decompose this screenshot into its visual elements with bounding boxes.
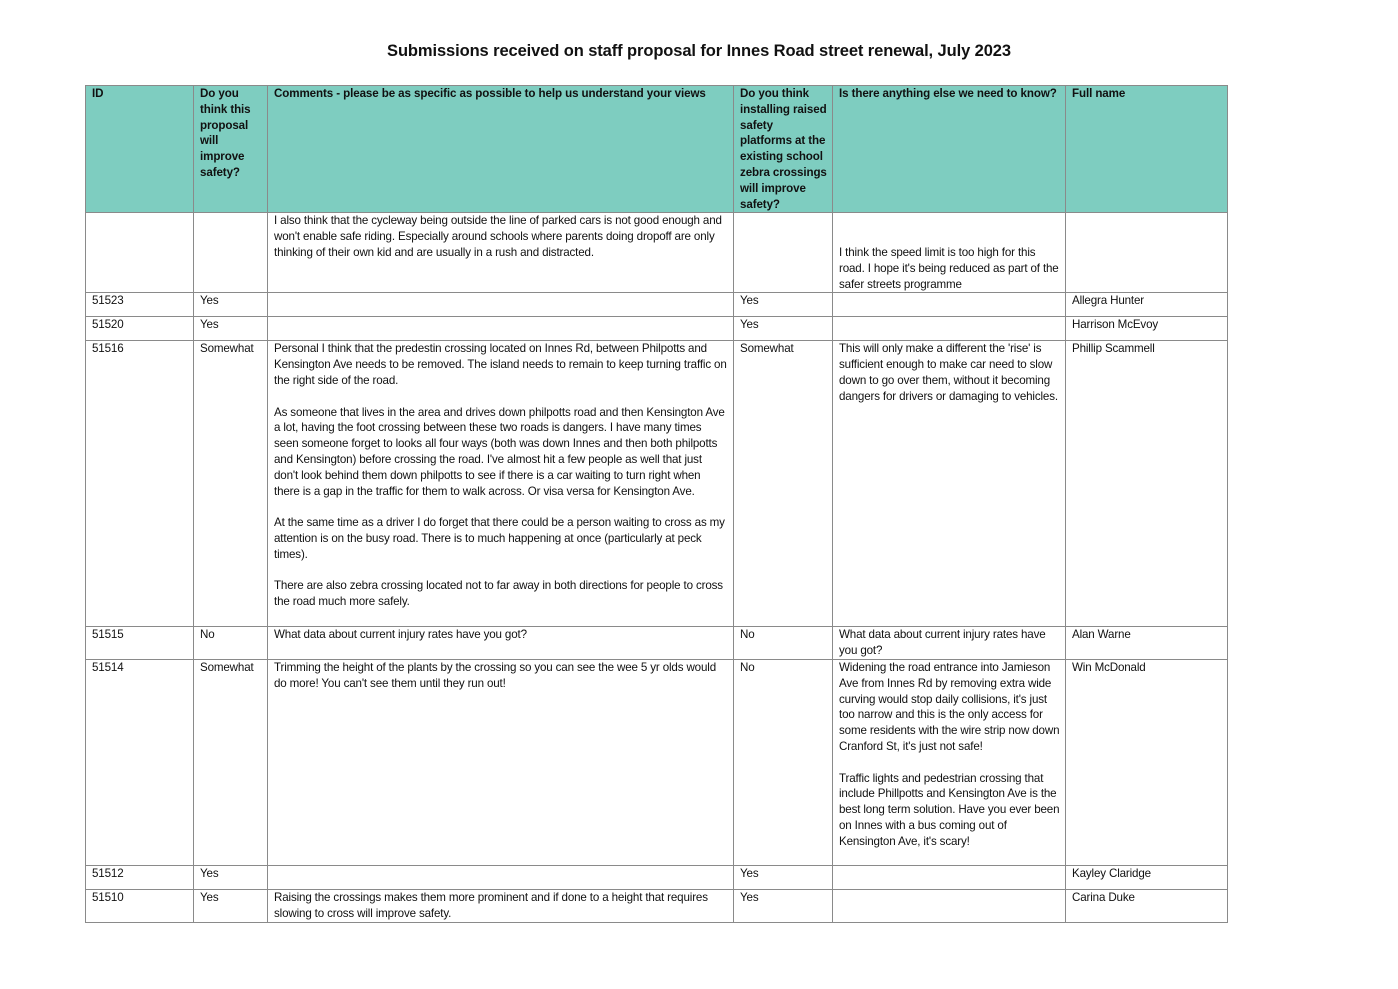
cell-raised-platforms: Yes [734,317,833,341]
cell-comments: What data about current injury rates have you got? [268,627,734,660]
submissions-table [85,85,1228,923]
cell-improve-safety: Somewhat [194,659,268,865]
cell-raised-platforms: Yes [734,293,833,317]
cell-anything-else [833,865,1066,889]
table-row [86,889,1228,922]
cell-id: 51520 [86,317,194,341]
cell-id: 51514 [86,659,194,865]
cell-raised-platforms: No [734,659,833,865]
cell-id: 51515 [86,627,194,660]
cell-improve-safety: Yes [194,317,268,341]
table-row [86,293,1228,317]
cell-raised-platforms: Yes [734,865,833,889]
cell-improve-safety: Yes [194,293,268,317]
cell-comments [268,317,734,341]
cell-id: 51516 [86,341,194,627]
cell-improve-safety: Yes [194,865,268,889]
cell-full-name: Win McDonald [1066,659,1228,865]
cell-full-name: Carina Duke [1066,889,1228,922]
header-improve-safety: Do you think this proposal will improve safety? [194,86,268,213]
cell-comments: Personal I think that the predestin crossing located on Innes Rd, between Philpotts and Kensington Ave needs to be removed. The island needs to remain to keep turning traffic on the right side of the road. As someone that lives in the area and drives down philpotts road and then Kensington Ave a lot, having the foot crossing between these two roads is dangers. I have many times seen someone forget to looks all four ways (both was down Innes and then both philpotts and Kensington) before crossing the road. I've almost hit a few people as well that just don't look behind them down philpotts to see if there is a car waiting to turn right when there is a gap in the traffic for them to walk across. Or visa versa for Kensington Ave. At the same time as a driver I do forget that there could be a person waiting to cross as my attention is on the busy road. There is to much happening at once (particularly at peck times). There are also zebra crossing located not to far away in both directions for people to cross the road much more safely. [268,341,734,627]
header-row [86,86,1228,213]
cell-anything-else: Widening the road entrance into Jamieson Ave from Innes Rd by removing extra wide curving would stop daily collisions, it's just too narrow and this is the only access for some residents with the wire strip now down Cranford St, it's just not safe! Traffic lights and pedestrian crossing that include Phillpotts and Kensington Ave is the best long term solution. Have you ever been on Innes with a bus coming out of Kensington Ave, it's scary! [833,659,1066,865]
cell-full-name: Phillip Scammell [1066,341,1228,627]
cell-anything-else: What data about current injury rates have you got? [833,627,1066,660]
cell-raised-platforms: Somewhat [734,341,833,627]
cell-comments [268,293,734,317]
cell-raised-platforms: No [734,627,833,660]
cell-id: 51510 [86,889,194,922]
cell-id: 51512 [86,865,194,889]
cell-comments [268,865,734,889]
cell-improve-safety: Somewhat [194,341,268,627]
cell-anything-else: This will only make a different the 'rise' is sufficient enough to make car need to slow down to go over them, without it becoming dangers for drivers or damaging to vehicles. [833,341,1066,627]
table-row [86,317,1228,341]
table-row [86,659,1228,865]
table-row [86,865,1228,889]
cell-full-name: Alan Warne [1066,627,1228,660]
table-row [86,213,1228,293]
document-title: Submissions received on staff proposal for Innes Road street renewal, July 2023 [387,42,1011,60]
header-id: ID [86,86,194,213]
header-anything-else: Is there anything else we need to know? [833,86,1066,213]
cell-anything-else [833,293,1066,317]
cell-improve-safety: Yes [194,889,268,922]
table-body [86,213,1228,922]
cell-anything-else: I think the speed limit is too high for this road. I hope it's being reduced as part of the safer streets programme [833,213,1066,293]
cell-raised-platforms: Yes [734,889,833,922]
cell-improve-safety [194,213,268,293]
header-full-name: Full name [1066,86,1228,213]
header-comments: Comments - please be as specific as possible to help us understand your views [268,86,734,213]
cell-full-name: Harrison McEvoy [1066,317,1228,341]
cell-improve-safety: No [194,627,268,660]
cell-comments: Trimming the height of the plants by the crossing so you can see the wee 5 yr olds would do more! You can't see them until they run out! [268,659,734,865]
table-header [86,86,1228,213]
table-row [86,627,1228,660]
cell-id [86,213,194,293]
cell-full-name: Kayley Claridge [1066,865,1228,889]
cell-id: 51523 [86,293,194,317]
header-raised-platforms: Do you think installing raised safety platforms at the existing school zebra crossings will improve safety? [734,86,833,213]
cell-full-name: Allegra Hunter [1066,293,1228,317]
cell-anything-else [833,889,1066,922]
cell-full-name [1066,213,1228,293]
cell-comments: Raising the crossings makes them more prominent and if done to a height that requires slowing to cross will improve safety. [268,889,734,922]
cell-anything-else [833,317,1066,341]
cell-comments: I also think that the cycleway being outside the line of parked cars is not good enough and won't enable safe riding. Especially around schools where parents doing dropoff are only thinking of their own kid and are usually in a rush and distracted. [268,213,734,293]
table-row [86,341,1228,627]
cell-raised-platforms [734,213,833,293]
